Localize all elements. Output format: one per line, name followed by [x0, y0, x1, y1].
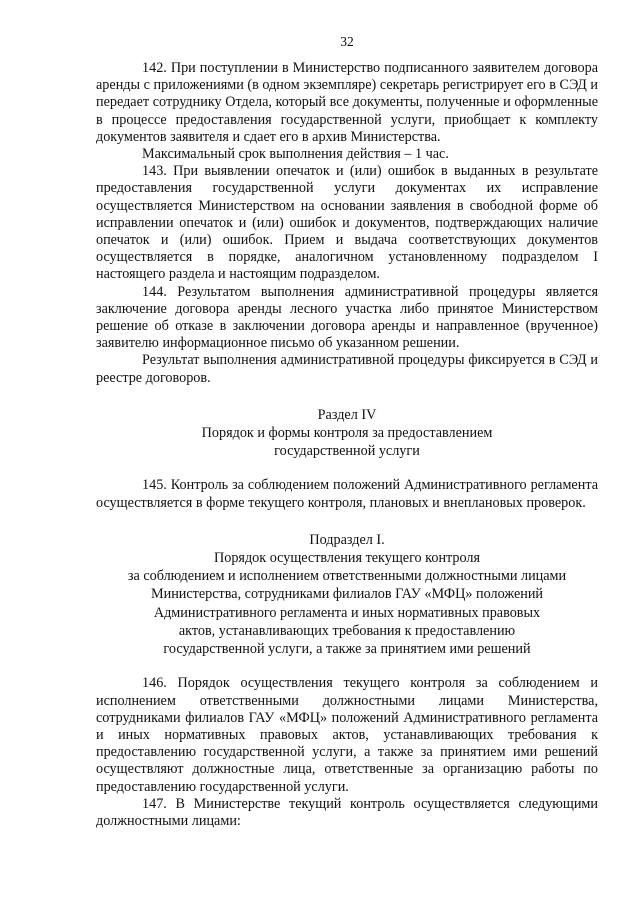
- page-number: 32: [340, 34, 354, 49]
- subsection-title-line-2: за соблюдением и исполнением ответственными должностными лицами: [127, 568, 567, 585]
- subsection-label: Подраздел I.: [309, 531, 385, 548]
- subsection-title-line-3: Министерства, сотрудниками филиалов ГАУ «МФЦ» положений: [150, 586, 544, 603]
- subsection-title-line-1: Порядок осуществления текущего контроля: [213, 550, 481, 567]
- paragraph-143: 143. При выявлении опечаток и (или) ошибок в выданных в результате предоставления государственной услуги документах их исправление осуществляется Министерством на основании заявления в свободной форме об исправлении опечаток и (или) ошибок и документов, подтверждающих наличие опечаток и (или) ошибок. Прием и выдача соответствующих документов осуществляется в порядке, аналогичном установленному подразделом I настоящего раздела и настоящим подразделом.: [96, 163, 598, 283]
- paragraph-max-time: Максимальный срок выполнения действия – 1 час.: [142, 146, 449, 163]
- paragraph-144: 144. Результатом выполнения административной процедуры является заключение договора аренды лесного участка либо принятое Министерством решение об отказе в заключении договора аренды и направленное (врученное) заявителю информационное письмо об указанном решении.: [96, 283, 598, 352]
- section-label: Раздел IV: [317, 406, 377, 423]
- paragraph-147: 147. В Министерстве текущий контроль осуществляется следующими должностными лицами:: [96, 795, 598, 829]
- paragraph-result: Результат выполнения административной процедуры фиксируется в СЭД и реестре договоров.: [96, 352, 598, 386]
- paragraph-145: 145. Контроль за соблюдением положений Административного регламента осуществляется в форме текущего контроля, плановых и внеплановых проверок.: [96, 477, 598, 511]
- paragraph-146: 146. Порядок осуществления текущего контроля за соблюдением и исполнением ответственными должностными лицами Министерства, сотрудниками филиалов ГАУ «МФЦ» положений Административного регламента и иных нормативных правовых актов, устанавливающих требования к предоставлению государственной услуги, а также за принятием ими решений осуществляют должностные лица, ответственные за организацию работы по предоставлению государственной услуги.: [96, 675, 598, 795]
- subsection-title-line-6: государственной услуги, а также за принятием ими решений: [163, 641, 531, 658]
- section-title-line-2: государственной услуги: [274, 443, 420, 460]
- subsection-title-line-4: Административного регламента и иных нормативных правовых: [153, 604, 541, 621]
- subsection-title-line-5: актов, устанавливающих требования к предоставлению: [178, 622, 516, 639]
- document-page: [96, 34, 598, 830]
- paragraph-142: 142. При поступлении в Министерство подписанного заявителем договора аренды с приложениями (в одном экземпляре) секретарь регистрирует его в СЭД и передает сотруднику Отдела, который все документы, полученные и оформленные в процессе предоставления государственной услуги, приобщает к комплекту документов заявителя и сдает его в архив Министерства.: [96, 60, 598, 145]
- section-title-line-1: Порядок и формы контроля за предоставлением: [201, 425, 493, 442]
